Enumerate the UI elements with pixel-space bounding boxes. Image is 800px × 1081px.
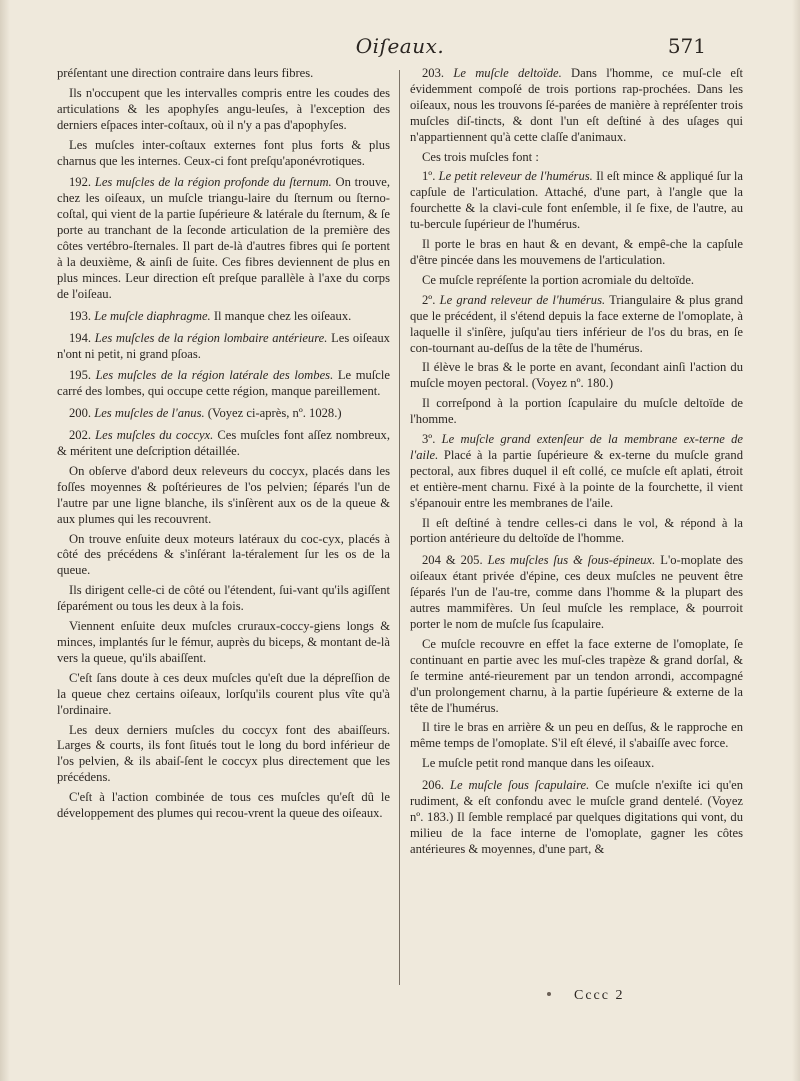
left-column xyxy=(57,66,390,826)
ink-dot xyxy=(547,992,551,996)
page-header xyxy=(0,34,800,64)
paragraph: Il correſpond à la portion ſcapulaire du muſcle deltoïde de l'homme. xyxy=(410,396,743,427)
article-193 xyxy=(57,309,390,325)
article-title: Les muſcles ſus & ſous-épineux. xyxy=(487,553,656,568)
item-number: 3º. xyxy=(422,432,436,447)
article-number: 195. xyxy=(69,368,92,383)
article-text: On trouve, chez les oiſeaux, un muſcle triangu-laire du ſternum ou ſterno-coſtal, qui vient de la partie ſupérieure & latérale du ſternum, & ſe porte au tranchant de la ſeconde articulation de la première des côtes vertébro-ſternales. Il part de-là d'autres fibres qui ſe portent à la deuxième, & ainſi de ſuite. Ces fibres deviennent de plus en plus minces. Leur direction eſt preſque parallèle à l'axe du corps de l'oiſeau. xyxy=(57,175,390,301)
paragraph: Il eſt deſtiné à tendre celles-ci dans le vol, & répond à la portion antérieure du deltoïde de l'homme. xyxy=(410,515,743,546)
article-number: 203. xyxy=(422,66,445,80)
article-text: Les oiſeaux n'ont ni petit, ni grand pſoas. xyxy=(57,330,390,361)
paragraph: Les deux derniers muſcles du coccyx font des abaiſſeurs. Larges & courts, ils font ſitués tout le long du bord inférieur de l'os pelvien, & ils abaiſ-ſent le coccyx plus directement que les précédens. xyxy=(57,722,390,785)
paragraph: Ces trois muſcles font : xyxy=(422,149,539,164)
article-title: Les muſcles de la région profonde du ſternum. xyxy=(94,175,332,190)
article-title: Le muſcle deltoïde. xyxy=(453,66,562,80)
article-title: Les muſcles du coccyx. xyxy=(95,428,214,443)
paragraph: On obſerve d'abord deux releveurs du coccyx, placés dans les foſſes moyennes & poſtérieures de l'os pelvien; ſéparés l'un de l'autre par une ligne blanche, ils s'inſèrent aux os de la queue & aux plumes qui les recouvrent. xyxy=(57,463,390,526)
item-title: Le muſcle grand extenſeur de la membrane ex-terne de l'aile. xyxy=(410,432,743,462)
article-number: 194. xyxy=(69,330,92,345)
right-column xyxy=(410,66,743,862)
article-text: Il manque chez les oiſeaux. xyxy=(213,308,352,323)
article-text: Ce muſcle n'exiſte ici qu'en rudiment, & eſt confondu avec le muſcle grand dentelé. (Voyez nº. 183.) Il ſemble remplacé par quelques digitations qui vont, du milieu de la face interne de l'omoplate, gagner les côtes antérieures & moyennes, d'une part, & xyxy=(410,778,744,856)
article-text: Le muſcle carré des lombes, qui occupe cette région, manque pareillement. xyxy=(57,368,390,399)
running-title: Oiſeaux. xyxy=(355,34,445,58)
article-title: Le muſcle diaphragme. xyxy=(94,308,211,323)
article-203 xyxy=(410,66,743,146)
paragraph: On trouve enſuite deux moteurs latéraux du coc-cyx, placés à côté des précédens & s'inſérant la-téralement ſur les os de la queue. xyxy=(57,531,390,578)
article-number: 192. xyxy=(69,175,92,190)
article-text: L'o-moplate des oiſeaux étant privée d'épine, ces deux muſcles ne peuvent être ſéparés l'un de l'au-tre, comme dans l'homme & la plupart des autres mammifères. Un ſeul muſcle les remplace, & pourroit porter le nom de muſcle ſus ſcapulaire. xyxy=(410,553,743,631)
paragraph: Il tire le bras en arrière & un peu en deſſus, & le rapproche en même temps de l'omoplate. S'il eſt élevé, il s'abaiſſe avec force. xyxy=(410,720,743,751)
signature-mark: Cccc 2 xyxy=(574,988,625,1003)
item-text: Triangulaire & plus grand que le précédent, il s'étend depuis la face externe de l'omoplate, à laquelle il s'inſère, juſqu'au tiers inférieur de l'os du bras, en ſe con-tournant au-deſſus de la tête de l'humérus. xyxy=(410,292,744,355)
paragraph: Ils n'occupent que les intervalles compris entre les coudes des articulations & les apophyſes angu-leuſes, à l'exception des derniers eſpaces inter-coſtaux, où il n'y a pas d'apophyſes. xyxy=(57,85,390,132)
article-title: Le muſcle ſous ſcapulaire. xyxy=(449,778,590,793)
article-204-205 xyxy=(410,553,743,633)
article-number: 204 & 205. xyxy=(422,553,483,568)
article-text: (Voyez ci-après, nº. 1028.) xyxy=(207,406,342,421)
page-number: 571 xyxy=(667,34,706,58)
article-200 xyxy=(57,406,390,422)
page-edge-left xyxy=(0,0,10,1081)
article-title: Les muſcles de la région lombaire antérieure. xyxy=(94,330,328,345)
item-1 xyxy=(410,169,743,233)
article-number: 206. xyxy=(422,778,445,793)
paragraph: préſentant une direction contraire dans leurs fibres. xyxy=(57,66,314,80)
article-title: Les muſcles de la région latérale des lombes. xyxy=(95,368,334,383)
paragraph: Ils dirigent celle-ci de côté ou l'étendent, ſui-vant qu'ils agiſſent ſéparément ou tous les deux à la fois. xyxy=(57,583,390,614)
item-number: 1º. xyxy=(422,169,436,184)
item-title: Le grand releveur de l'humérus. xyxy=(439,292,606,307)
item-text: Placé à la partie ſupérieure & ex-terne du muſcle grand pectoral, aux fibres duquel il eſt collé, ce muſcle eſt aplati, étroit et entière-ment charnu. Fixé à la pointe de la fourchette, il vient s'épanouir entre les membranes de l'aile. xyxy=(410,447,743,510)
article-192 xyxy=(57,175,390,302)
article-number: 200. xyxy=(69,406,92,421)
article-number: 193. xyxy=(69,308,92,323)
paragraph: C'eſt ſans doute à ces deux muſcles qu'eſt due la dépreſſion de la queue chez certains oiſeaux, lorſqu'ils courent plus vîte qu'à l'ordinaire. xyxy=(57,670,390,717)
item-number: 2º. xyxy=(422,292,436,307)
paragraph: Le muſcle petit rond manque dans les oiſeaux. xyxy=(422,756,655,771)
article-195 xyxy=(57,368,390,400)
item-title: Le petit releveur de l'humérus. xyxy=(438,169,593,184)
article-number: 202. xyxy=(69,428,92,443)
article-206 xyxy=(410,778,743,858)
paragraph: Viennent enſuite deux muſcles cruraux-coccy-giens longs & minces, implantés ſur le fémur, auprès du biceps, & montant de-là vers la queue, qu'ils abaiſſent. xyxy=(57,619,390,665)
page-edge-right xyxy=(792,0,800,1081)
article-text: Ces muſcles font aſſez nombreux, & méritent une deſcription détaillée. xyxy=(57,428,390,459)
item-text: Il eſt mince & appliqué ſur la capſule de l'articulation. Attaché, d'une part, à l'angle que la fourchette & la clavi-cule font enſemble, il ſe fixe, de l'autre, au tu-bercule ſupérieur de l'humérus. xyxy=(410,169,743,232)
item-3 xyxy=(410,432,743,512)
paragraph: Il élève le bras & le porte en avant, ſecondant ainſi l'action du muſcle moyen pectoral. (Voyez nº. 180.) xyxy=(410,360,743,391)
paragraph: Ce muſcle repréſente la portion acromiale du deltoïde. xyxy=(422,272,695,287)
article-title: Les muſcles de l'anus. xyxy=(94,406,205,421)
paragraph: Il porte le bras en haut & en devant, & empê-che la capſule d'être pincée dans les mouvemens de l'articulation. xyxy=(410,237,743,267)
article-194 xyxy=(57,331,390,363)
article-202 xyxy=(57,428,390,460)
paragraph: Les muſcles inter-coſtaux externes font plus forts & plus charnus que les internes. Ceux-ci font preſqu'aponévrotiques. xyxy=(57,137,390,168)
paragraph: C'eſt à l'action combinée de tous ces muſcles qu'eſt dû le développement des plumes qui recou-vrent la queue des oiſeaux. xyxy=(57,790,390,821)
item-2 xyxy=(410,293,743,357)
article-text: Dans l'homme, ce muſ-cle eſt évidemment compoſé de trois portions rap-prochées. Dans les oiſeaux, nous les trouvons ſé-parées de manière à repréſenter trois muſcles diſ-tincts, & dont l'un eſt deſtiné à des uſages qui n'appartiennent qu'à cette claſſe d'animaux. xyxy=(410,66,743,144)
paragraph: Ce muſcle recouvre en effet la face externe de l'omoplate, ſe continuant en partie avec les muſ-cles trapèze & grand dorſal, & ſe termine anté-rieurement par un tendon arrondi, accompagné d'un prolongement charnu, à la partie ſupérieure & externe de la tête de l'humérus. xyxy=(410,636,743,715)
column-divider xyxy=(399,70,400,985)
